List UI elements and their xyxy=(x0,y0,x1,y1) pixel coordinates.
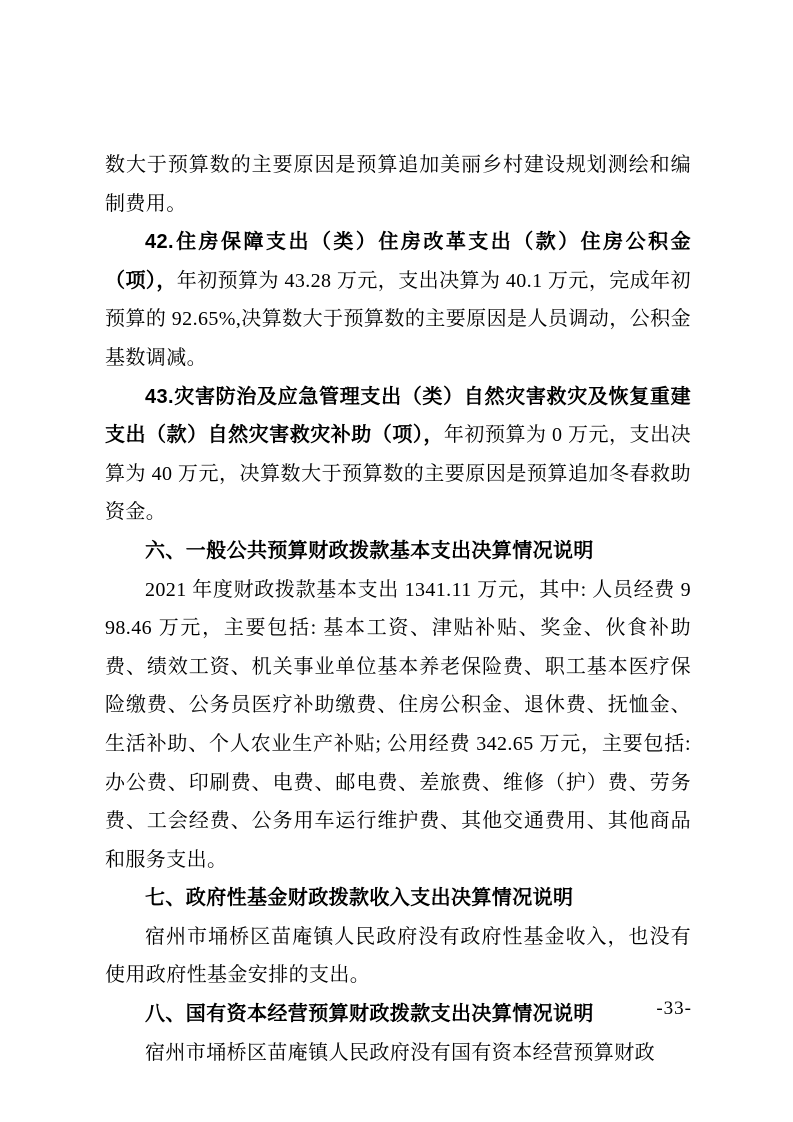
page-number: -33- xyxy=(656,998,692,1019)
paragraph-bold-lead: 42.住房保障支出（类）住房改革支出（款）住房公积金（项）， xyxy=(105,231,691,292)
paragraph-basic-expenditure xyxy=(105,571,691,880)
paragraph-gov-fund xyxy=(105,918,691,995)
paragraph-state-capital xyxy=(105,1034,691,1073)
paragraph-text: 年初预算为 43.28 万元，支出决算为 40.1 万元，完成年初预算的 92.65%,决算数大于预算数的主要原因是人员调动，公积金基数调减。 xyxy=(105,269,691,369)
paragraph-bold-lead: 43.灾害防治及应急管理支出（类）自然灾害救灾及恢复重建支出（款）自然灾害救灾补助（项）， xyxy=(105,385,691,447)
section-heading-6: 六、一般公共预算财政拨款基本支出决算情况说明 xyxy=(145,539,594,562)
paragraph-text: 宿州市埇桥区苗庵镇人民政府没有政府性基金收入，也没有使用政府性基金安排的支出。 xyxy=(105,925,691,987)
paragraph-item-43 xyxy=(105,378,691,532)
paragraph-text: 年初预算为 0 万元，支出决算为 40 万元，决算数大于预算数的主要原因是预算追加冬春救助资金。 xyxy=(105,424,691,524)
paragraph-item-42 xyxy=(105,223,691,377)
paragraph-text: 数大于预算数的主要原因是预算追加美丽乡村建设规划测绘和编制费用。 xyxy=(105,154,691,215)
paragraph-text: 宿州市埇桥区苗庵镇人民政府没有国有资本经营预算财政 xyxy=(145,1041,655,1064)
section-heading-8: 八、国有资本经营预算财政拨款支出决算情况说明 xyxy=(145,1003,594,1026)
paragraph-continuation xyxy=(105,146,691,223)
paragraph-text: 2021 年度财政拨款基本支出 1341.11 万元，其中: 人员经费 998.46 万元，主要包括: 基本工资、津贴补贴、奖金、伙食补助费、绩效工资、机关事业单位基本养老保险费、职工基本医疗保险缴费、公务员医疗补助缴费、住房公积金、退休费、抚恤金、生活补助、个人农业生产补贴; 公用经费 342.65 万元，主要包括: 办公费、印刷费、电费、邮电费、差旅费、维修（护）费、劳务费、工会经费、公务用车运行维护费、其他交通费用、其他商品和服务支出。 xyxy=(105,578,691,871)
document-content xyxy=(105,146,691,1072)
section-heading-7: 七、政府性基金财政拨款收入支出决算情况说明 xyxy=(145,887,574,910)
